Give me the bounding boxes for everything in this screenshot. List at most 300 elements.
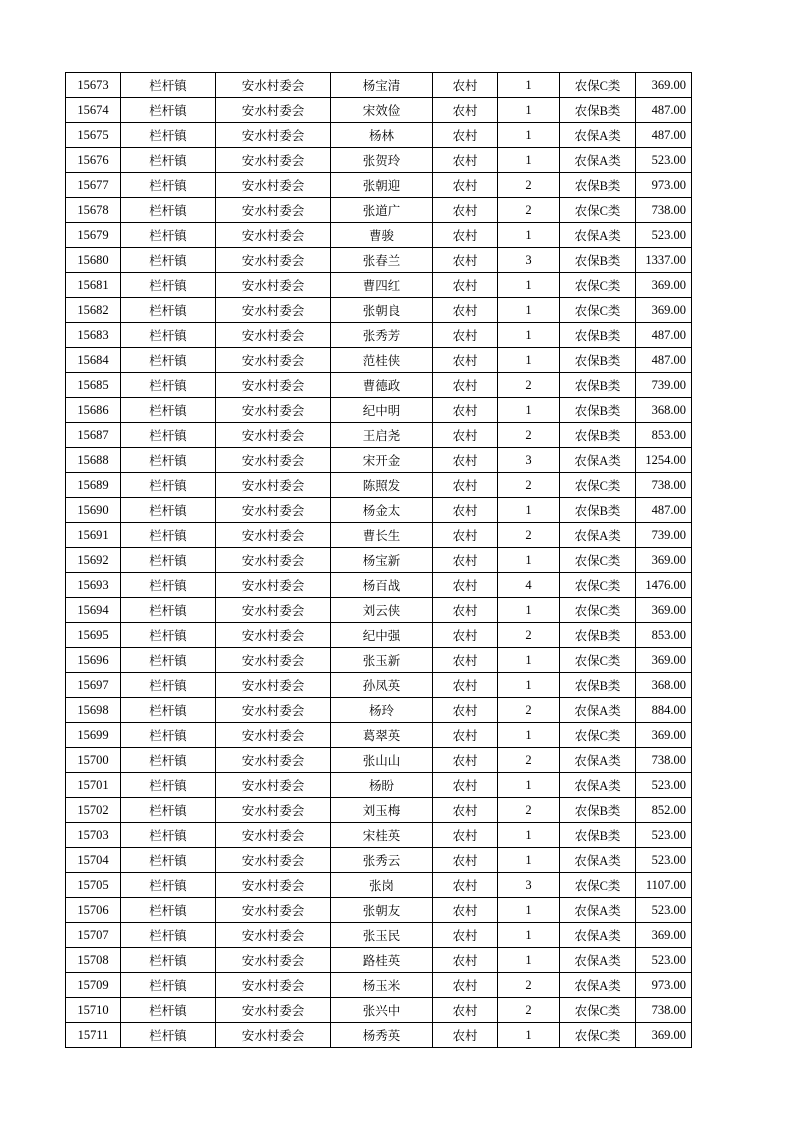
table-cell-type: 农村: [433, 523, 498, 548]
table-row: [66, 223, 692, 248]
table-cell-id: 15688: [66, 448, 121, 473]
table-cell-village: 安水村委会: [216, 648, 331, 673]
table-cell-type: 农村: [433, 473, 498, 498]
table-cell-village: 安水村委会: [216, 123, 331, 148]
table-cell-count: 1: [498, 773, 560, 798]
table-cell-village: 安水村委会: [216, 673, 331, 698]
table-cell-count: 1: [498, 73, 560, 98]
table-cell-village: 安水村委会: [216, 173, 331, 198]
table-cell-amount: 1107.00: [636, 873, 692, 898]
table-cell-town: 栏杆镇: [121, 873, 216, 898]
table-row: [66, 123, 692, 148]
table-cell-name: 张春兰: [331, 248, 433, 273]
table-cell-amount: 738.00: [636, 198, 692, 223]
table-cell-type: 农村: [433, 373, 498, 398]
table-cell-type: 农村: [433, 798, 498, 823]
table-cell-type: 农村: [433, 423, 498, 448]
table-row: [66, 523, 692, 548]
table-cell-village: 安水村委会: [216, 1023, 331, 1048]
table-cell-amount: 738.00: [636, 998, 692, 1023]
table-row: [66, 848, 692, 873]
table-cell-name: 张道广: [331, 198, 433, 223]
table-cell-count: 2: [498, 473, 560, 498]
table-cell-amount: 369.00: [636, 298, 692, 323]
table-cell-type: 农村: [433, 198, 498, 223]
table-cell-id: 15709: [66, 973, 121, 998]
table-cell-category: 农保C类: [560, 648, 636, 673]
table-cell-id: 15695: [66, 623, 121, 648]
table-cell-id: 15687: [66, 423, 121, 448]
table-cell-category: 农保B类: [560, 673, 636, 698]
table-cell-type: 农村: [433, 598, 498, 623]
table-cell-id: 15705: [66, 873, 121, 898]
table-cell-amount: 368.00: [636, 673, 692, 698]
table-cell-name: 路桂英: [331, 948, 433, 973]
table-cell-amount: 523.00: [636, 823, 692, 848]
table-cell-village: 安水村委会: [216, 323, 331, 348]
table-cell-name: 张兴中: [331, 998, 433, 1023]
table-cell-name: 杨百战: [331, 573, 433, 598]
table-cell-village: 安水村委会: [216, 873, 331, 898]
table-cell-id: 15676: [66, 148, 121, 173]
table-cell-category: 农保C类: [560, 198, 636, 223]
table-cell-amount: 487.00: [636, 98, 692, 123]
table-cell-id: 15684: [66, 348, 121, 373]
table-row: [66, 348, 692, 373]
table-cell-id: 15697: [66, 673, 121, 698]
table-cell-amount: 523.00: [636, 223, 692, 248]
table-cell-type: 农村: [433, 398, 498, 423]
table-cell-category: 农保B类: [560, 323, 636, 348]
table-row: [66, 648, 692, 673]
table-cell-count: 1: [498, 98, 560, 123]
table-row: [66, 873, 692, 898]
table-cell-village: 安水村委会: [216, 898, 331, 923]
table-cell-category: 农保B类: [560, 348, 636, 373]
table-cell-id: 15696: [66, 648, 121, 673]
table-cell-type: 农村: [433, 348, 498, 373]
table-cell-amount: 1476.00: [636, 573, 692, 598]
table-cell-id: 15701: [66, 773, 121, 798]
table-cell-id: 15679: [66, 223, 121, 248]
table-cell-type: 农村: [433, 448, 498, 473]
table-cell-type: 农村: [433, 998, 498, 1023]
table-cell-type: 农村: [433, 723, 498, 748]
table-cell-id: 15689: [66, 473, 121, 498]
table-body: [66, 73, 692, 1048]
table-cell-type: 农村: [433, 573, 498, 598]
table-cell-name: 曹长生: [331, 523, 433, 548]
table-cell-category: 农保B类: [560, 623, 636, 648]
table-cell-id: 15699: [66, 723, 121, 748]
table-cell-village: 安水村委会: [216, 848, 331, 873]
table-cell-category: 农保B类: [560, 423, 636, 448]
table-cell-count: 3: [498, 448, 560, 473]
table-cell-count: 2: [498, 423, 560, 448]
table-cell-town: 栏杆镇: [121, 973, 216, 998]
table-cell-amount: 853.00: [636, 623, 692, 648]
table-cell-count: 1: [498, 148, 560, 173]
table-row: [66, 398, 692, 423]
table-cell-amount: 487.00: [636, 348, 692, 373]
table-cell-count: 1: [498, 273, 560, 298]
table-cell-village: 安水村委会: [216, 398, 331, 423]
table-row: [66, 723, 692, 748]
table-cell-name: 纪中强: [331, 623, 433, 648]
table-cell-id: 15673: [66, 73, 121, 98]
table-cell-category: 农保B类: [560, 248, 636, 273]
table-cell-type: 农村: [433, 898, 498, 923]
table-cell-village: 安水村委会: [216, 573, 331, 598]
table-cell-village: 安水村委会: [216, 223, 331, 248]
table-row: [66, 498, 692, 523]
table-cell-village: 安水村委会: [216, 698, 331, 723]
table-cell-category: 农保B类: [560, 498, 636, 523]
table-cell-category: 农保C类: [560, 723, 636, 748]
table-cell-id: 15674: [66, 98, 121, 123]
table-cell-town: 栏杆镇: [121, 623, 216, 648]
table-cell-name: 杨秀英: [331, 1023, 433, 1048]
table-cell-id: 15693: [66, 573, 121, 598]
table-cell-village: 安水村委会: [216, 148, 331, 173]
table-cell-count: 2: [498, 998, 560, 1023]
table-cell-category: 农保B类: [560, 98, 636, 123]
table-cell-id: 15710: [66, 998, 121, 1023]
table-cell-id: 15685: [66, 373, 121, 398]
table-row: [66, 923, 692, 948]
table-cell-category: 农保C类: [560, 473, 636, 498]
table-row: [66, 798, 692, 823]
table-cell-type: 农村: [433, 948, 498, 973]
table-cell-name: 杨金太: [331, 498, 433, 523]
table-cell-category: 农保C类: [560, 998, 636, 1023]
table-cell-amount: 369.00: [636, 1023, 692, 1048]
table-cell-count: 2: [498, 798, 560, 823]
table-cell-amount: 1337.00: [636, 248, 692, 273]
table-cell-amount: 853.00: [636, 423, 692, 448]
table-cell-town: 栏杆镇: [121, 948, 216, 973]
table-cell-name: 张玉新: [331, 648, 433, 673]
table-cell-type: 农村: [433, 823, 498, 848]
table-cell-count: 1: [498, 398, 560, 423]
table-cell-town: 栏杆镇: [121, 473, 216, 498]
table-row: [66, 73, 692, 98]
table-row: [66, 298, 692, 323]
table-cell-name: 张朝迎: [331, 173, 433, 198]
table-cell-category: 农保B类: [560, 373, 636, 398]
table-cell-id: 15682: [66, 298, 121, 323]
table-cell-type: 农村: [433, 648, 498, 673]
table-cell-type: 农村: [433, 98, 498, 123]
table-cell-town: 栏杆镇: [121, 273, 216, 298]
table-cell-count: 2: [498, 748, 560, 773]
table-cell-name: 张秀芳: [331, 323, 433, 348]
table-cell-town: 栏杆镇: [121, 748, 216, 773]
table-cell-amount: 369.00: [636, 273, 692, 298]
table-cell-type: 农村: [433, 973, 498, 998]
table-cell-type: 农村: [433, 773, 498, 798]
table-cell-town: 栏杆镇: [121, 223, 216, 248]
table-cell-town: 栏杆镇: [121, 923, 216, 948]
table-cell-name: 葛翠英: [331, 723, 433, 748]
table-cell-amount: 738.00: [636, 748, 692, 773]
table-cell-village: 安水村委会: [216, 998, 331, 1023]
table-cell-town: 栏杆镇: [121, 448, 216, 473]
table-cell-town: 栏杆镇: [121, 798, 216, 823]
table-cell-count: 2: [498, 973, 560, 998]
table-cell-village: 安水村委会: [216, 423, 331, 448]
table-cell-name: 曹四红: [331, 273, 433, 298]
table-cell-amount: 369.00: [636, 923, 692, 948]
table-row: [66, 823, 692, 848]
table-cell-name: 杨玲: [331, 698, 433, 723]
table-cell-town: 栏杆镇: [121, 398, 216, 423]
table-cell-category: 农保A类: [560, 898, 636, 923]
table-cell-category: 农保A类: [560, 748, 636, 773]
table-cell-name: 杨林: [331, 123, 433, 148]
table-cell-name: 曹骏: [331, 223, 433, 248]
table-cell-amount: 369.00: [636, 648, 692, 673]
table-cell-count: 4: [498, 573, 560, 598]
table-cell-count: 1: [498, 723, 560, 748]
table-cell-id: 15706: [66, 898, 121, 923]
table-cell-category: 农保B类: [560, 798, 636, 823]
table-cell-id: 15686: [66, 398, 121, 423]
table-cell-type: 农村: [433, 873, 498, 898]
table-cell-town: 栏杆镇: [121, 823, 216, 848]
table-cell-town: 栏杆镇: [121, 348, 216, 373]
table-cell-town: 栏杆镇: [121, 573, 216, 598]
table-cell-town: 栏杆镇: [121, 148, 216, 173]
table-cell-village: 安水村委会: [216, 523, 331, 548]
table-row: [66, 673, 692, 698]
table-cell-village: 安水村委会: [216, 473, 331, 498]
table-cell-category: 农保A类: [560, 223, 636, 248]
table-row: [66, 598, 692, 623]
table-cell-count: 2: [498, 173, 560, 198]
table-row: [66, 973, 692, 998]
table-cell-amount: 523.00: [636, 773, 692, 798]
table-cell-type: 农村: [433, 498, 498, 523]
table-cell-amount: 973.00: [636, 173, 692, 198]
table-cell-amount: 368.00: [636, 398, 692, 423]
table-cell-amount: 487.00: [636, 498, 692, 523]
table-cell-amount: 884.00: [636, 698, 692, 723]
table-cell-name: 杨宝新: [331, 548, 433, 573]
table-cell-id: 15678: [66, 198, 121, 223]
table-cell-village: 安水村委会: [216, 98, 331, 123]
table-cell-category: 农保A类: [560, 523, 636, 548]
table-cell-category: 农保A类: [560, 973, 636, 998]
table-cell-amount: 369.00: [636, 723, 692, 748]
table-cell-category: 农保C类: [560, 573, 636, 598]
table-cell-category: 农保C类: [560, 298, 636, 323]
table-cell-village: 安水村委会: [216, 498, 331, 523]
table-cell-amount: 973.00: [636, 973, 692, 998]
table-cell-count: 2: [498, 623, 560, 648]
table-cell-town: 栏杆镇: [121, 548, 216, 573]
table-cell-count: 1: [498, 548, 560, 573]
table-cell-town: 栏杆镇: [121, 773, 216, 798]
table-cell-village: 安水村委会: [216, 448, 331, 473]
table-cell-town: 栏杆镇: [121, 648, 216, 673]
table-cell-amount: 369.00: [636, 73, 692, 98]
table-cell-name: 曹德政: [331, 373, 433, 398]
table-cell-type: 农村: [433, 848, 498, 873]
table-row: [66, 548, 692, 573]
table-cell-village: 安水村委会: [216, 748, 331, 773]
table-cell-category: 农保A类: [560, 773, 636, 798]
table-cell-type: 农村: [433, 173, 498, 198]
table-cell-name: 陈照发: [331, 473, 433, 498]
table-cell-amount: 523.00: [636, 948, 692, 973]
table-cell-town: 栏杆镇: [121, 723, 216, 748]
table-cell-town: 栏杆镇: [121, 498, 216, 523]
table-cell-type: 农村: [433, 698, 498, 723]
table-row: [66, 373, 692, 398]
table-row: [66, 148, 692, 173]
table-cell-id: 15680: [66, 248, 121, 273]
table-cell-town: 栏杆镇: [121, 73, 216, 98]
table-cell-town: 栏杆镇: [121, 423, 216, 448]
table-cell-name: 杨玉米: [331, 973, 433, 998]
table-row: [66, 623, 692, 648]
table-cell-type: 农村: [433, 148, 498, 173]
table-cell-name: 宋开金: [331, 448, 433, 473]
table-cell-type: 农村: [433, 123, 498, 148]
table-cell-town: 栏杆镇: [121, 98, 216, 123]
table-cell-type: 农村: [433, 623, 498, 648]
table-cell-count: 3: [498, 248, 560, 273]
table-cell-count: 2: [498, 198, 560, 223]
table-cell-village: 安水村委会: [216, 773, 331, 798]
table-cell-amount: 369.00: [636, 598, 692, 623]
table-cell-count: 1: [498, 823, 560, 848]
table-row: [66, 698, 692, 723]
table-cell-amount: 1254.00: [636, 448, 692, 473]
table-cell-type: 农村: [433, 223, 498, 248]
table-cell-category: 农保C类: [560, 873, 636, 898]
table-cell-id: 15707: [66, 923, 121, 948]
table-cell-name: 孙凤英: [331, 673, 433, 698]
table-cell-count: 1: [498, 123, 560, 148]
table-cell-name: 刘云侠: [331, 598, 433, 623]
table-cell-id: 15700: [66, 748, 121, 773]
table-cell-count: 1: [498, 598, 560, 623]
table-cell-name: 范桂侠: [331, 348, 433, 373]
table-cell-name: 张岗: [331, 873, 433, 898]
table-cell-id: 15675: [66, 123, 121, 148]
table-cell-name: 杨盼: [331, 773, 433, 798]
table-cell-town: 栏杆镇: [121, 323, 216, 348]
table-cell-village: 安水村委会: [216, 198, 331, 223]
table-cell-town: 栏杆镇: [121, 1023, 216, 1048]
table-row: [66, 273, 692, 298]
table-cell-name: 张朝良: [331, 298, 433, 323]
table-cell-count: 2: [498, 698, 560, 723]
table-cell-town: 栏杆镇: [121, 298, 216, 323]
table-row: [66, 898, 692, 923]
table-cell-id: 15698: [66, 698, 121, 723]
table-cell-count: 1: [498, 848, 560, 873]
table-cell-town: 栏杆镇: [121, 848, 216, 873]
table-cell-village: 安水村委会: [216, 598, 331, 623]
table-cell-count: 1: [498, 298, 560, 323]
table-row: [66, 473, 692, 498]
table-cell-category: 农保A类: [560, 148, 636, 173]
table-cell-village: 安水村委会: [216, 798, 331, 823]
table-row: [66, 173, 692, 198]
table-cell-type: 农村: [433, 273, 498, 298]
table-cell-amount: 739.00: [636, 373, 692, 398]
table-cell-category: 农保B类: [560, 173, 636, 198]
table-cell-name: 张玉民: [331, 923, 433, 948]
table-cell-village: 安水村委会: [216, 623, 331, 648]
table-cell-id: 15690: [66, 498, 121, 523]
table-cell-count: 1: [498, 673, 560, 698]
table-cell-count: 1: [498, 923, 560, 948]
table-cell-amount: 487.00: [636, 323, 692, 348]
table-cell-id: 15702: [66, 798, 121, 823]
table-cell-name: 张贺玲: [331, 148, 433, 173]
table-cell-count: 1: [498, 498, 560, 523]
table-cell-type: 农村: [433, 548, 498, 573]
table-cell-category: 农保B类: [560, 398, 636, 423]
table-cell-count: 1: [498, 1023, 560, 1048]
table-cell-amount: 369.00: [636, 548, 692, 573]
table-row: [66, 248, 692, 273]
table-cell-id: 15683: [66, 323, 121, 348]
table-row: [66, 423, 692, 448]
table-row: [66, 748, 692, 773]
table-row: [66, 448, 692, 473]
table-cell-category: 农保A类: [560, 948, 636, 973]
table-cell-village: 安水村委会: [216, 948, 331, 973]
table-cell-category: 农保C类: [560, 73, 636, 98]
table-cell-count: 2: [498, 373, 560, 398]
table-cell-id: 15694: [66, 598, 121, 623]
table-cell-type: 农村: [433, 673, 498, 698]
table-cell-type: 农村: [433, 298, 498, 323]
table-row: [66, 323, 692, 348]
table-cell-amount: 852.00: [636, 798, 692, 823]
table-cell-amount: 738.00: [636, 473, 692, 498]
table-cell-town: 栏杆镇: [121, 523, 216, 548]
table-cell-name: 刘玉梅: [331, 798, 433, 823]
table-cell-category: 农保A类: [560, 698, 636, 723]
data-table: [65, 72, 692, 1048]
table-cell-id: 15677: [66, 173, 121, 198]
table-cell-village: 安水村委会: [216, 923, 331, 948]
table-cell-name: 杨宝清: [331, 73, 433, 98]
table-cell-amount: 739.00: [636, 523, 692, 548]
table-cell-type: 农村: [433, 748, 498, 773]
table-cell-town: 栏杆镇: [121, 173, 216, 198]
table-cell-village: 安水村委会: [216, 273, 331, 298]
table-cell-id: 15704: [66, 848, 121, 873]
table-row: [66, 948, 692, 973]
table-cell-name: 张朝友: [331, 898, 433, 923]
table-row: [66, 998, 692, 1023]
table-cell-name: 宋效俭: [331, 98, 433, 123]
table-cell-name: 纪中明: [331, 398, 433, 423]
table-cell-amount: 523.00: [636, 148, 692, 173]
table-cell-name: 张山山: [331, 748, 433, 773]
table-cell-village: 安水村委会: [216, 73, 331, 98]
table-cell-village: 安水村委会: [216, 373, 331, 398]
table-cell-town: 栏杆镇: [121, 698, 216, 723]
table-cell-amount: 523.00: [636, 898, 692, 923]
